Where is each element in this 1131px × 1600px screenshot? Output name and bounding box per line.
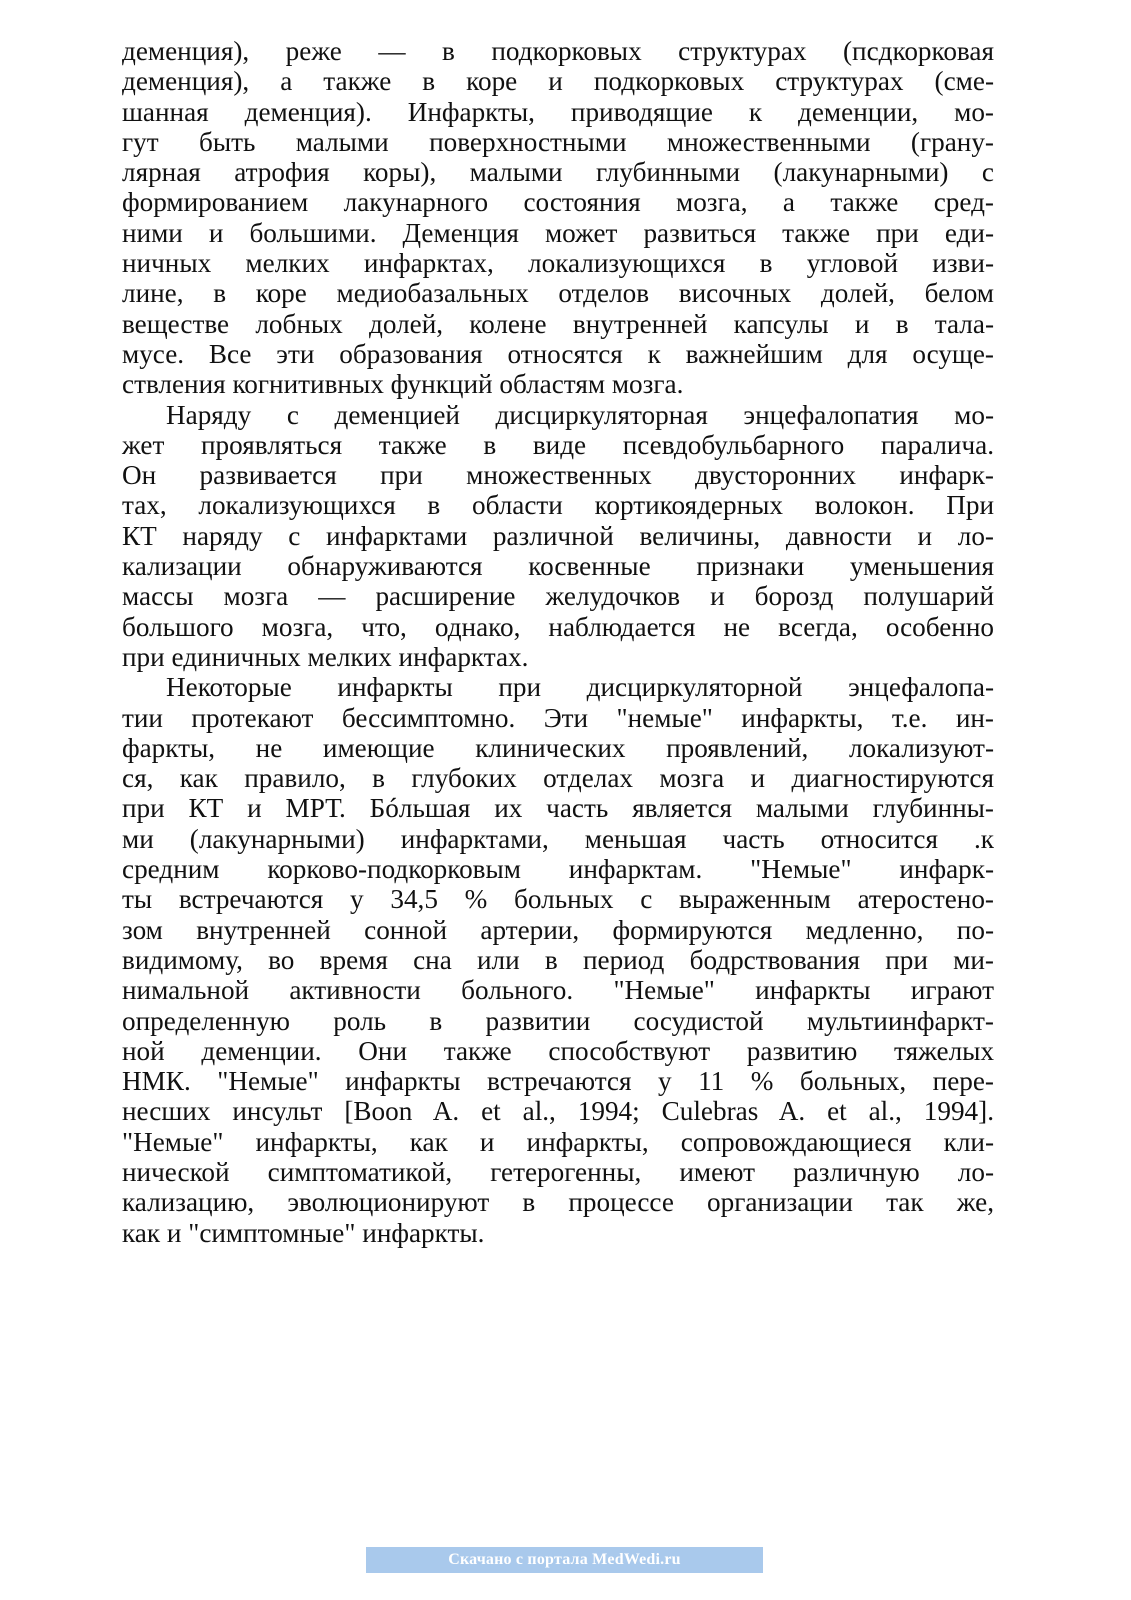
- text-line: нимальной активности больного. "Немые" инфаркты играют: [122, 975, 994, 1006]
- paragraph-2: [122, 400, 994, 673]
- text-line: НМК. "Немые" инфаркты встречаются у 11 % больных, пере-: [122, 1066, 994, 1097]
- text-line: шанная деменция). Инфаркты, приводящие к деменции, мо-: [122, 96, 994, 127]
- text-line: КТ наряду с инфарктами различной величины, давности и ло-: [122, 520, 994, 551]
- paragraph-3: [122, 672, 994, 1248]
- text-line: зом внутренней сонной артерии, формируются медленно, по-: [122, 914, 994, 945]
- page-body: [122, 36, 994, 1248]
- text-line: деменция), реже — в подкорковых структурах (псдкорковая: [122, 36, 994, 66]
- text-line: определенную роль в развитии сосудистой мультиинфаркт-: [122, 1005, 994, 1036]
- text-line: ними и большими. Деменция может развиться также при еди-: [122, 217, 994, 248]
- text-line: фаркты, не имеющие клинических проявлений, локализуют-: [122, 732, 994, 763]
- text-line: ничных мелких инфарктах, локализующихся в угловой изви-: [122, 248, 994, 279]
- watermark-banner: Скачано с портала MedWedi.ru: [366, 1547, 763, 1573]
- text-line: средним корково-подкорковым инфарктам. "Немые" инфарк-: [122, 854, 994, 885]
- text-line: лине, в коре медиобазальных отделов височных долей, белом: [122, 278, 994, 309]
- text-line: кализацию, эволюционируют в процессе организации так же,: [122, 1187, 994, 1218]
- text-line: тах, локализующихся в области кортикоядерных волокон. При: [122, 490, 994, 521]
- text-line: формированием лакунарного состояния мозга, а также сред-: [122, 187, 994, 218]
- text-line: Он развивается при множественных двусторонних инфарк-: [122, 460, 994, 491]
- text-line: нической симптоматикой, гетерогенны, имеют различную ло-: [122, 1156, 994, 1187]
- text-line: тии протекают бессимптомно. Эти "немые" инфаркты, т.е. ин-: [122, 702, 994, 733]
- paragraph-1: [122, 36, 994, 400]
- text-line: при единичных мелких инфарктах.: [122, 641, 529, 672]
- text-line: ствления когнитивных функций областям мозга.: [122, 369, 684, 400]
- text-line: несших инсульт [Boon A. et al., 1994; Culebras A. et al., 1994].: [122, 1096, 994, 1127]
- text-line: массы мозга — расширение желудочков и борозд полушарий: [122, 581, 994, 612]
- text-line: ной деменции. Они также способствуют развитию тяжелых: [122, 1035, 994, 1066]
- text-line: ся, как правило, в глубоких отделах мозга и диагностируются: [122, 763, 994, 794]
- text-line: жет проявляться также в виде псевдобульбарного паралича.: [122, 429, 994, 460]
- text-line: деменция), а также в коре и подкорковых структурах (сме-: [122, 66, 994, 97]
- text-line: большого мозга, что, однако, наблюдается не всегда, особенно: [122, 611, 994, 642]
- text-line: ты встречаются у 34,5 % больных с выраженным атеростено-: [122, 884, 994, 915]
- text-line: Некоторые инфаркты при дисциркуляторной энцефалопа-: [166, 672, 994, 703]
- text-line: ми (лакунарными) инфарктами, меньшая часть относится .к: [122, 823, 994, 854]
- text-line: видимому, во время сна или в период бодрствования при ми-: [122, 944, 994, 975]
- text-line: Наряду с деменцией дисциркуляторная энцефалопатия мо-: [166, 399, 994, 430]
- text-line: кализации обнаруживаются косвенные признаки уменьшения: [122, 551, 994, 582]
- text-line: "Немые" инфаркты, как и инфаркты, сопровождающиеся кли-: [122, 1126, 994, 1157]
- text-line: при КТ и МРТ. Бóльшая их часть является малыми глубинны-: [122, 793, 994, 824]
- text-line: как и "симптомные" инфаркты.: [122, 1217, 485, 1248]
- text-line: мусе. Все эти образования относятся к важнейшим для осуще-: [122, 338, 994, 369]
- text-line: лярная атрофия коры), малыми глубинными (лакунарными) с: [122, 157, 994, 188]
- text-line: веществе лобных долей, колене внутренней капсулы и в тала-: [122, 308, 994, 339]
- text-line: гут быть малыми поверхностными множественными (грану-: [122, 126, 994, 157]
